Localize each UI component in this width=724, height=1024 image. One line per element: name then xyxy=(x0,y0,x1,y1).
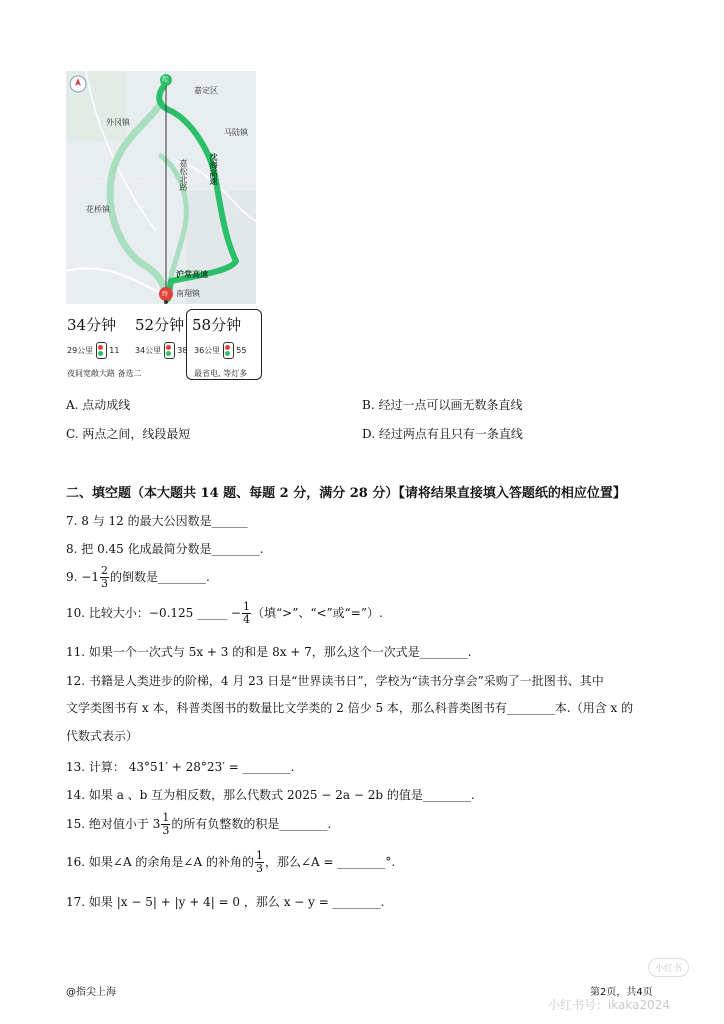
route-1-distance: 29公里 xyxy=(67,346,94,355)
footer-page-number: 第2页，共4页 xyxy=(590,987,653,998)
question-10-suffix: （填“>”、“<”或“=”）. xyxy=(252,606,383,620)
route-2-time[interactable]: 52分钟 xyxy=(135,316,185,334)
route-2-distance: 34公里 xyxy=(135,346,162,355)
watermark-text: 小红书号：ikaka2024 xyxy=(548,998,671,1012)
fraction-denominator: 4 xyxy=(243,613,250,626)
question-9-prefix: 9. −1 xyxy=(66,570,99,584)
question-9-suffix: 的倒数是________. xyxy=(109,570,210,584)
traffic-light-icon xyxy=(96,342,107,359)
route-2-stats xyxy=(135,342,187,359)
option-b: B. 经过一点可以画无数条直线 xyxy=(362,398,523,412)
question-15-suffix: 的所有负整数的积是________. xyxy=(171,817,332,831)
route-3-time[interactable]: 58分钟 xyxy=(192,316,242,334)
question-13: 13. 计算： 43°51′ + 28°23′ = ________. xyxy=(66,760,295,774)
fraction xyxy=(242,601,251,626)
question-15 xyxy=(66,812,331,837)
question-14: 14. 如果 a 、b 互为相反数，那么代数式 2025 − 2a − 2b 的值是________. xyxy=(66,788,475,802)
fraction-numerator: 1 xyxy=(162,811,170,824)
route-3-lights: 55 xyxy=(236,346,247,355)
section-title: 二、填空题（本大题共 14 题、每题 2 分，满分 28 分）【请将结果直接填入答题纸的相应位置】 xyxy=(66,486,626,501)
route-1-note: 夜间宽敞大路 备选二 xyxy=(67,369,142,378)
route-3-stats xyxy=(194,342,246,359)
question-11: 11. 如果一个一次式与 5x + 3 的和是 8x + 7，那么这个一次式是________. xyxy=(66,645,472,659)
route-3-distance: 36公里 xyxy=(194,346,221,355)
route-3-note: 最省电, 等灯多 xyxy=(194,369,248,378)
fraction-numerator: 2 xyxy=(100,564,108,577)
route-1-time[interactable]: 34分钟 xyxy=(67,316,117,334)
map-label-huqiao: 花桥镇 xyxy=(86,205,110,214)
map-label-jiading: 嘉定区 xyxy=(194,86,218,95)
map-label-jiasong: 嘉松北路 xyxy=(179,159,188,191)
question-17: 17. 如果 |x − 5| + |y + 4| = 0 ，那么 x − y = ________. xyxy=(66,895,385,909)
route-2-lights: 38 xyxy=(177,346,188,355)
question-10 xyxy=(66,601,383,626)
traffic-light-icon xyxy=(164,342,175,359)
question-16 xyxy=(66,850,395,875)
map-canvas xyxy=(66,71,256,304)
question-9 xyxy=(66,565,210,590)
question-7: 7. 8 与 12 的最大公因数是______ xyxy=(66,514,248,528)
fraction-numerator: 1 xyxy=(243,600,250,613)
map-label-waigang: 外冈镇 xyxy=(106,118,130,127)
start-marker-label: 起 xyxy=(162,76,169,83)
end-marker-label: 终 xyxy=(162,291,169,298)
traffic-light-icon xyxy=(223,342,234,359)
fraction xyxy=(161,812,170,837)
option-d: D. 经过两点有且只有一条直线 xyxy=(362,427,523,441)
fraction-denominator: 3 xyxy=(100,577,108,590)
map-label-nanxiang: 南翔镇 xyxy=(176,289,200,298)
fraction xyxy=(255,850,264,875)
option-a: A. 点动成线 xyxy=(66,398,131,412)
question-12-line-2: 文学类图书有 x 本，科普类图书的数量比文学类的 2 倍少 5 本，那么科普类图书有________本.（用含 x 的 xyxy=(66,701,634,715)
map-label-hujia-highway: 沪常高速 xyxy=(176,270,208,279)
fraction-numerator: 1 xyxy=(255,849,263,862)
fraction-denominator: 3 xyxy=(162,824,170,837)
route-1-stats xyxy=(67,342,119,359)
question-16-suffix: ，那么∠A = ________°. xyxy=(264,855,396,869)
question-12-line-1: 12. 书籍是人类进步的阶梯，4 月 23 日是“世界读书日”，学校为“读书分享会”采购了一批图书、其中 xyxy=(66,674,604,688)
question-15-prefix: 15. 绝对值小于 3 xyxy=(66,817,161,831)
question-16-prefix: 16. 如果∠A 的余角是∠A 的补角的 xyxy=(66,855,254,869)
route-map xyxy=(66,71,256,304)
map-label-malu: 马陆镇 xyxy=(224,128,248,137)
fraction xyxy=(100,565,109,590)
footer-source: @指尖上海 xyxy=(66,987,116,998)
watermark-stamp: 小红书 xyxy=(648,958,689,977)
question-10-prefix: 10. 比较大小：−0.125 _____ − xyxy=(66,606,241,620)
question-12-line-3: 代数式表示） xyxy=(66,729,139,743)
fraction-denominator: 3 xyxy=(255,862,263,875)
route-1-lights: 11 xyxy=(109,346,120,355)
question-8: 8. 把 0.45 化成最简分数是________. xyxy=(66,542,264,556)
option-c: C. 两点之间，线段最短 xyxy=(66,427,191,441)
map-label-yanhai: 沈海高速 xyxy=(209,153,218,185)
